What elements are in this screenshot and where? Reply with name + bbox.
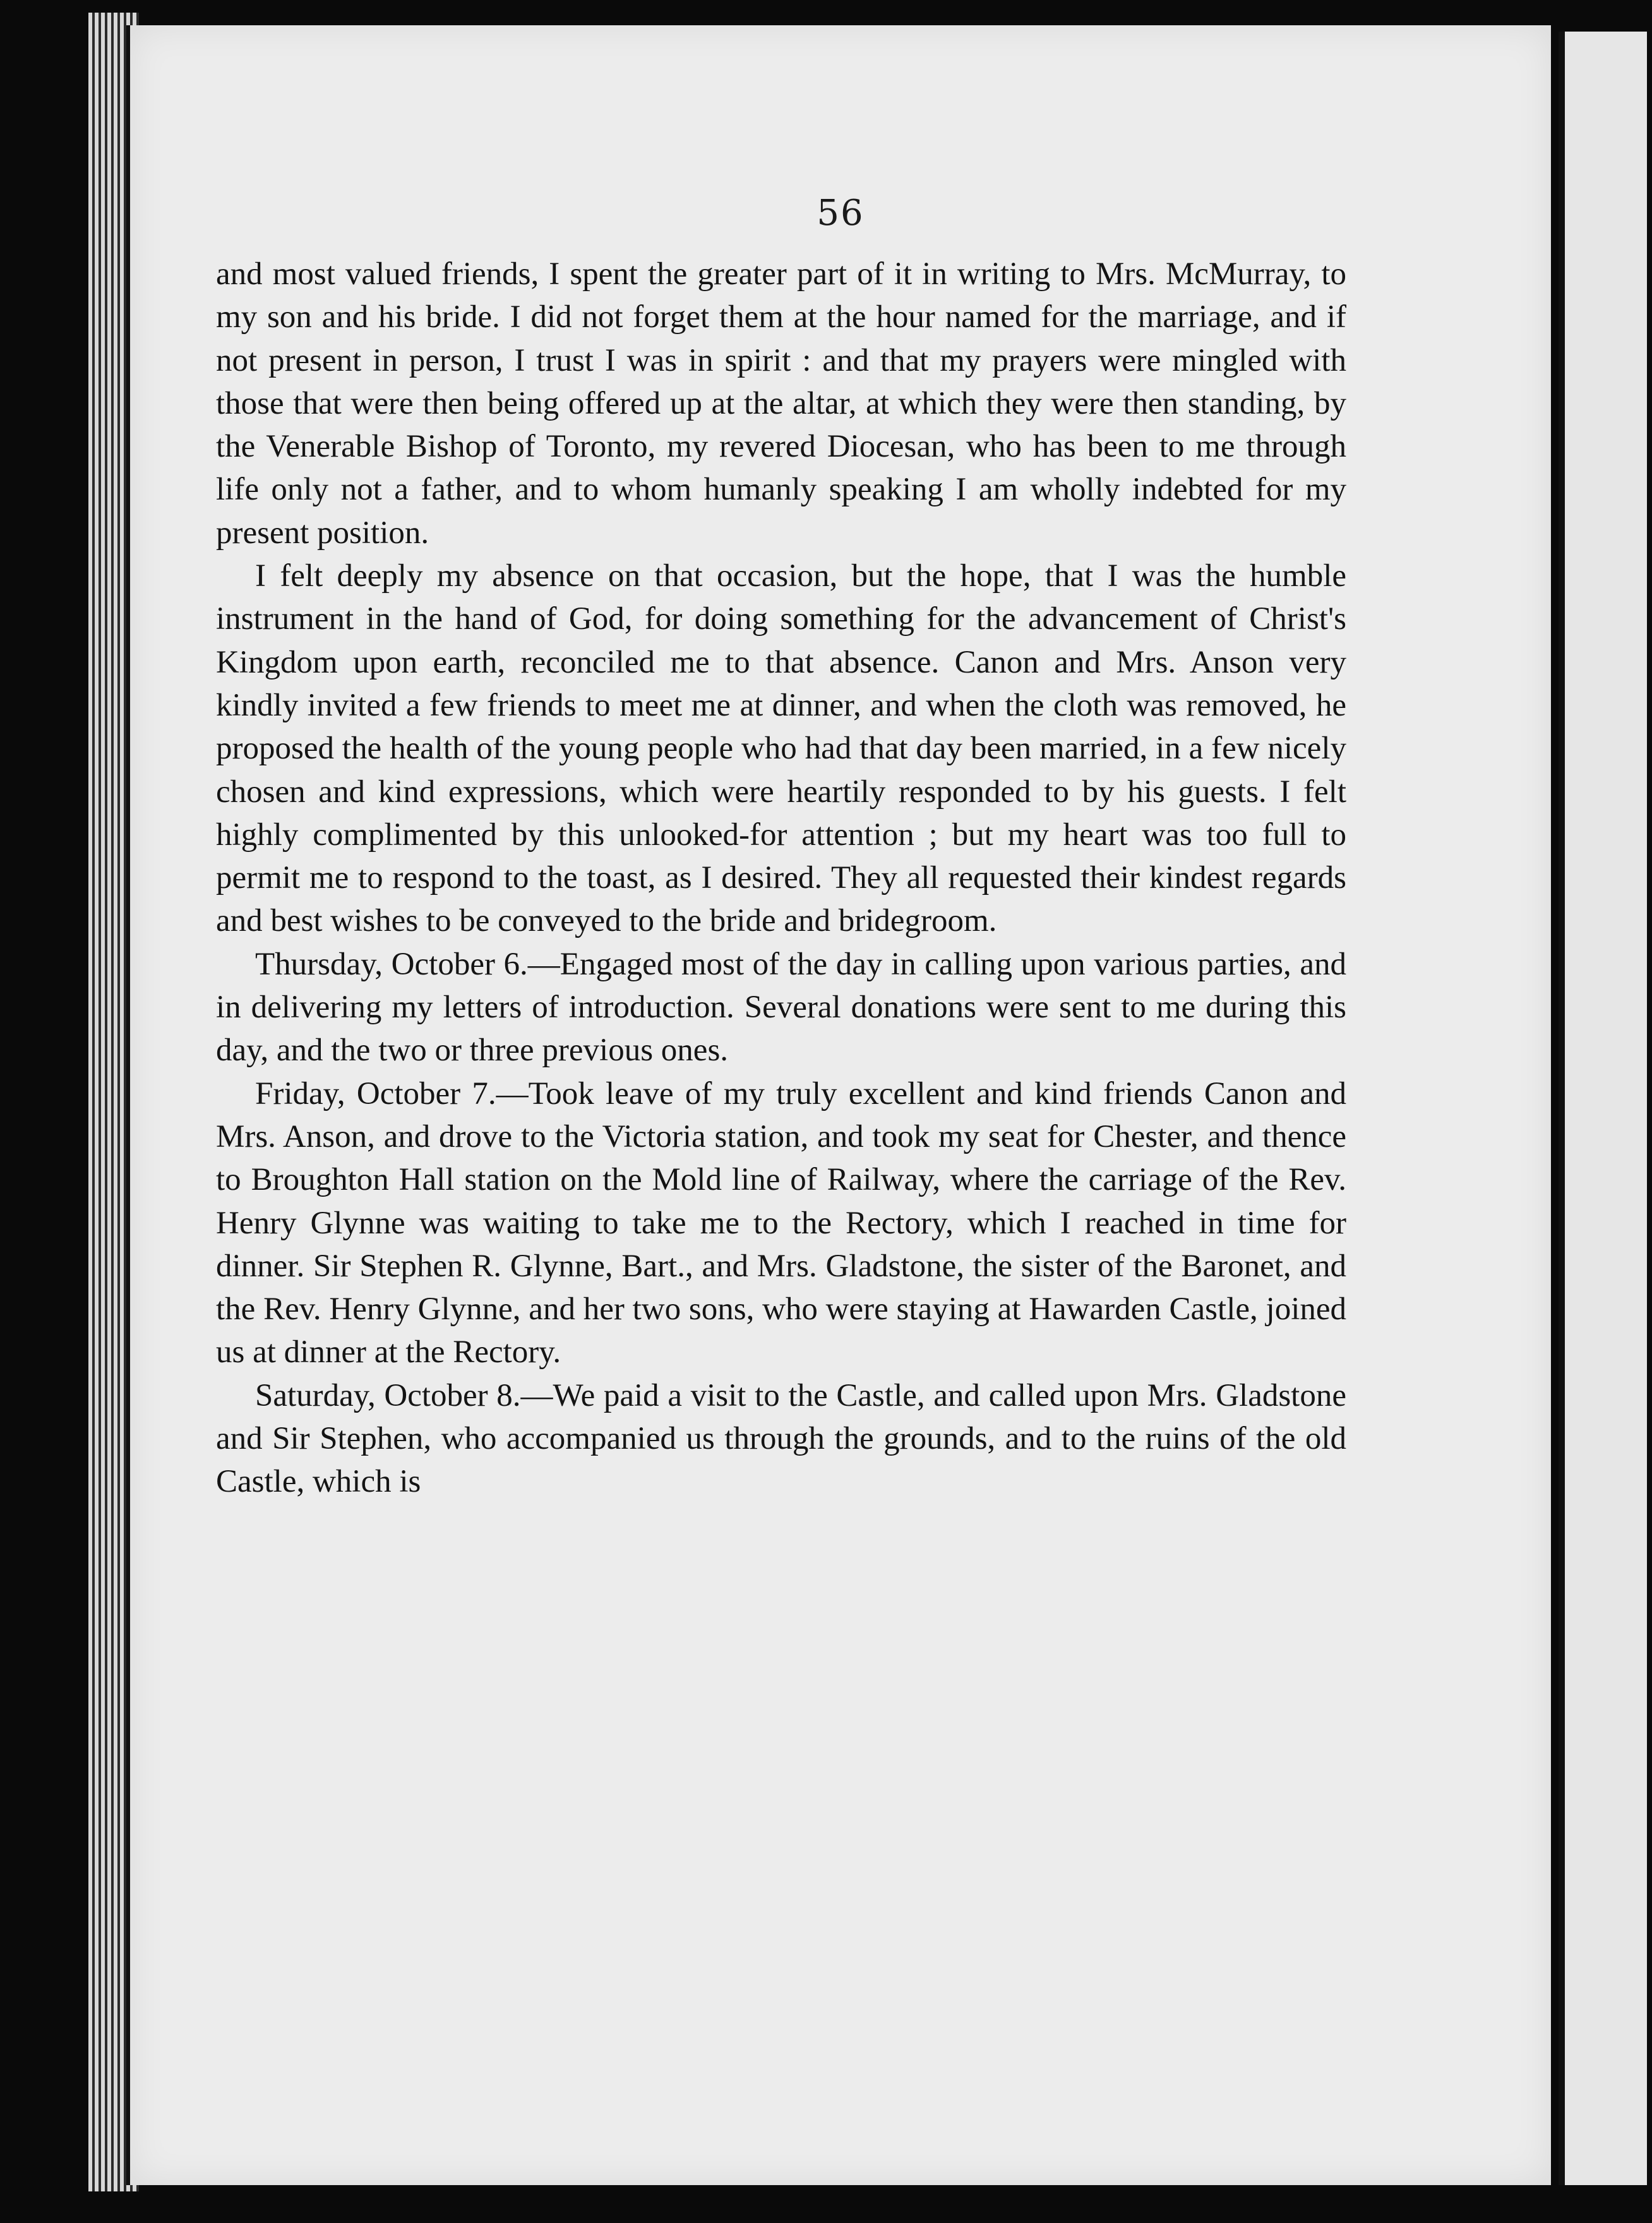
- paragraph-3: Thursday, October 6.—Engaged most of the day in calling upon various parties, and in delivering my letters of introduction. Several donations were sent to me during this day, and the two or three previous ones.: [216, 946, 1346, 1069]
- paragraph-1: and most valued friends, I spent the greater part of it in writing to Mrs. McMurray, to my son and his bride. I did not forget them at the hour named for the marriage, and if not present in person, I trust I was in spirit : and that my prayers were mingled with those that were then being offered up at the altar, at which they were then standing, by the Venerable Bishop of Toronto, my revered Diocesan, who has been to me through life only not a father, and to whom humanly speaking I am wholly indebted for my present position.: [216, 256, 1346, 551]
- paragraph-2: I felt deeply my absence on that occasion, but the hope, that I was the humble instrument in the hand of God, for doing something for the advancement of Christ's Kingdom upon earth, reconciled me to that absence. Canon and Mrs. Anson very kindly invited a few friends to meet me at dinner, and when the cloth was removed, he proposed the health of the young people who had that day been married, in a few nicely chosen and kind expressions, which were heartily responded to by his guests. I felt highly complimented by this unlooked-for attention ; but my heart was too full to permit me to respond to the toast, as I desired. They all requested their kindest regards and best wishes to be conveyed to the bride and bridegroom.: [216, 558, 1346, 939]
- paragraph-5: Saturday, October 8.—We paid a visit to the Castle, and called upon Mrs. Gladstone and Sir Stephen, who accompanied us through the grounds, and to the ruins of the old Castle, which is: [216, 1377, 1346, 1500]
- body-text: [216, 253, 1346, 1504]
- page-number: 56: [817, 193, 865, 234]
- facing-page-edge: [1559, 32, 1647, 2185]
- paragraph-4: Friday, October 7.—Took leave of my truly excellent and kind friends Canon and Mrs. Anson, and drove to the Victoria station, and took my seat for Chester, and thence to Broughton Hall station on the Mold line of Railway, where the carriage of the Rev. Henry Glynne was waiting to take me to the Rectory, which I reached in time for dinner. Sir Stephen R. Glynne, Bart., and Mrs. Gladstone, the sister of the Baronet, and the Rev. Henry Glynne, and her two sons, who were staying at Hawarden Castle, joined us at dinner at the Rectory.: [216, 1076, 1346, 1370]
